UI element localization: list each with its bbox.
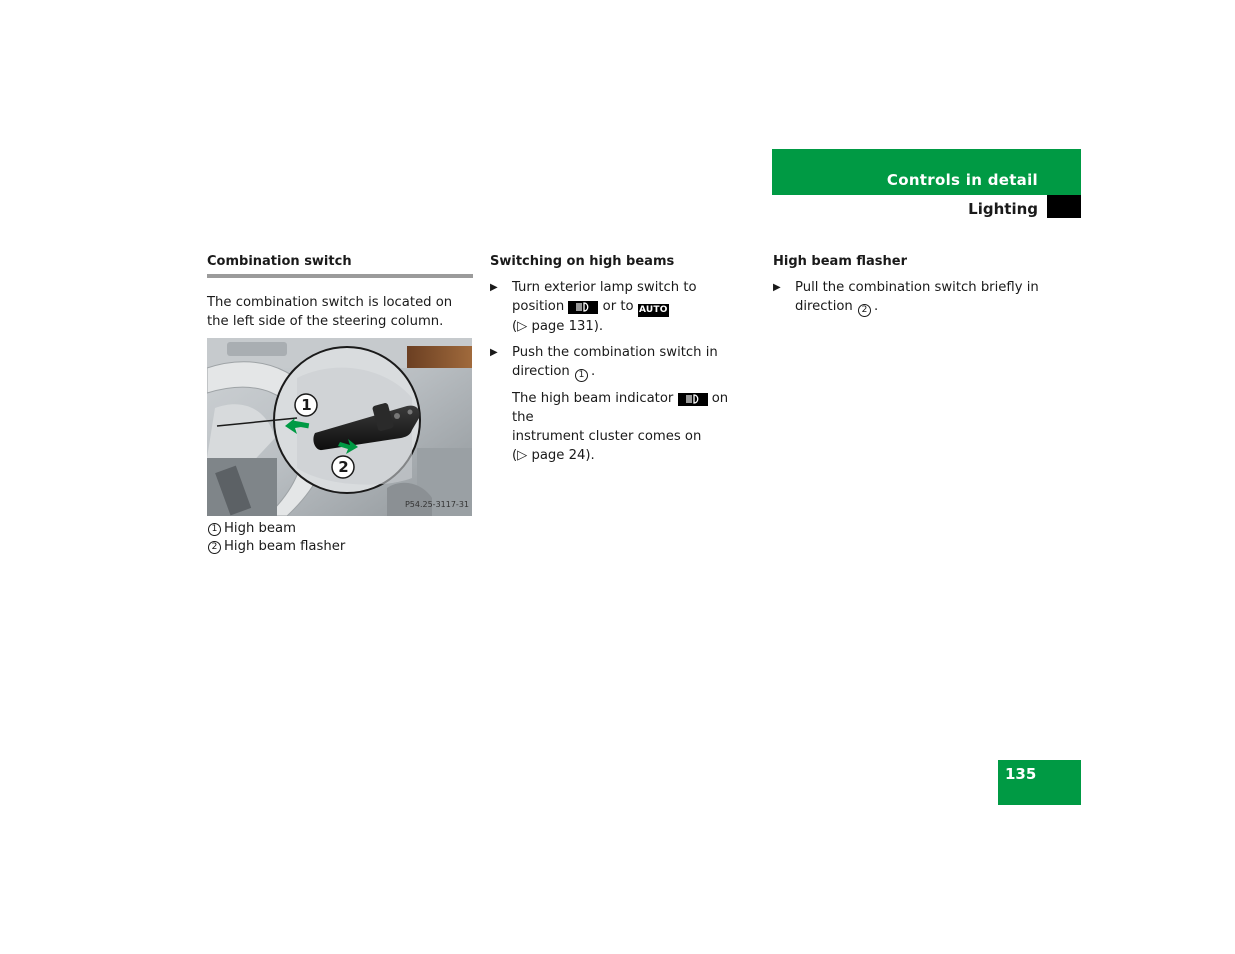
combination-switch-figure <box>207 338 472 516</box>
bullet-icon: ▶ <box>490 347 498 358</box>
instruction-step <box>490 343 750 382</box>
subsection-header <box>772 195 1047 218</box>
bullet-icon: ▶ <box>773 282 781 293</box>
caption-row <box>207 520 473 538</box>
auto-symbol-icon: AUTO <box>638 305 668 315</box>
direction-number: 1 <box>575 369 588 382</box>
heading-rule <box>207 274 473 278</box>
column-high-beam-flasher <box>773 253 1043 317</box>
column-switching-on-high-beams <box>490 253 750 465</box>
step-text: direction 2 . <box>795 299 879 315</box>
figure-code: P54.25-3117-31 <box>404 500 469 509</box>
callout-2: 2 <box>338 458 349 476</box>
intro-paragraph: The combination switch is located on the left side of the steering column. <box>207 295 453 329</box>
step-text: Push the combination switch in <box>512 345 718 360</box>
combination-switch-illustration <box>207 338 472 516</box>
caption-row <box>207 538 473 556</box>
caption-number-2: 2 <box>208 541 221 554</box>
note-text: The high beam indicator on the <box>512 391 729 425</box>
column-combination-switch <box>207 253 473 556</box>
instruction-step <box>490 278 750 336</box>
heading-switching-on-high-beams: Switching on high beams <box>490 254 675 269</box>
high-beam-indicator-icon <box>678 393 708 406</box>
page-reference: (▷ page 131). <box>512 319 604 334</box>
caption-number-1: 1 <box>208 523 221 536</box>
page-reference: (▷ page 24). <box>512 448 595 463</box>
page-number-box <box>998 760 1081 805</box>
result-note <box>490 389 750 465</box>
step-text: position or to AUTO <box>512 299 668 315</box>
note-text: instrument cluster comes on <box>512 429 702 444</box>
section-header-bar <box>772 149 1081 195</box>
heading-combination-switch: Combination switch <box>207 254 352 269</box>
caption-text-high-beam-flasher: High beam flasher <box>224 539 346 554</box>
instruction-step <box>773 278 1043 317</box>
subsection-title: Lighting <box>968 200 1038 218</box>
step-text: Turn exterior lamp switch to <box>512 280 697 295</box>
bullet-icon: ▶ <box>490 282 498 293</box>
heading-high-beam-flasher: High beam flasher <box>773 254 908 269</box>
step-text: Pull the combination switch briefly in <box>795 280 1039 295</box>
section-title: Controls in detail <box>886 171 1038 189</box>
page-number: 135 <box>1005 765 1037 783</box>
direction-number: 2 <box>858 304 871 317</box>
subsection-marker <box>1047 195 1081 218</box>
caption-text-high-beam: High beam <box>224 521 296 536</box>
high-beam-symbol-icon <box>568 301 598 314</box>
step-text: direction 1 . <box>512 364 596 380</box>
callout-1: 1 <box>301 396 312 414</box>
figure-captions <box>207 520 473 556</box>
